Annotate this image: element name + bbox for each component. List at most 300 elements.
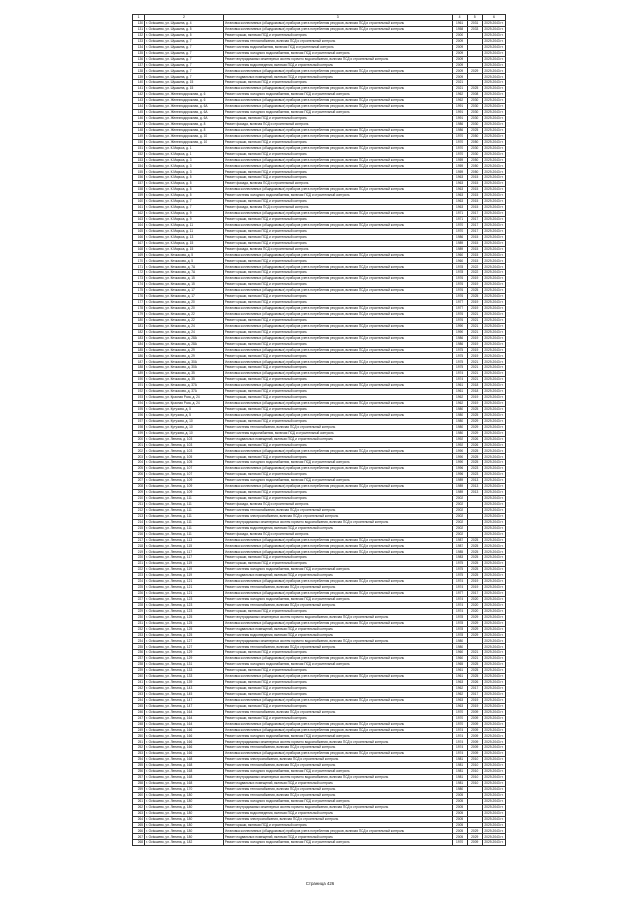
address-cell: г. Octышево, ул. К.Маркса, д. 7: [145, 199, 224, 205]
build-year-cell: 1985: [452, 549, 467, 555]
column-number-5: 5: [467, 15, 482, 21]
address-cell: г. Octышево, ул. Ленина, д. 111: [145, 501, 224, 507]
row-number: 151: [133, 145, 145, 151]
planned-period-cell: 2029-2043 гг.: [482, 282, 505, 288]
last-repair-year-cell: 2015: [467, 181, 482, 187]
work-type-cell: Установка коллективных (общедомовых) приборов учета потребления ресурсов, включая ПСД и строительный контроль: [223, 26, 452, 32]
last-repair-year-cell: 2019: [467, 305, 482, 311]
last-repair-year-cell: 2031: [467, 20, 482, 26]
row-number: 183: [133, 335, 145, 341]
build-year-cell: 2002: [452, 495, 467, 501]
address-cell: г. Octышево, ул. Железнодорожная, д. 6А: [145, 110, 224, 116]
row-number: 172: [133, 270, 145, 276]
table-row: [133, 840, 506, 846]
address-cell: г. Octышево, ул. Ленина, д. 166: [145, 733, 224, 739]
planned-period-cell: 2029-2043 гг.: [482, 454, 505, 460]
work-type-cell: Установка коллективных (общедомовых) приборов учета потребления ресурсов, включая ПСД и строительный контроль: [223, 549, 452, 555]
work-type-cell: Установка коллективных (общедомовых) приборов учета потребления ресурсов, включая ПСД и строительный контроль: [223, 210, 452, 216]
address-cell: г. Octышево, ул. Ленина, д. 168: [145, 763, 224, 769]
row-number: 230: [133, 614, 145, 620]
work-type-cell: Ремонт внутридомовых инженерных систем горячего водоснабжения, включая ПСД и строительный контроль: [223, 804, 452, 810]
planned-period-cell: 2029-2043 гг.: [482, 115, 505, 121]
row-number: 233: [133, 632, 145, 638]
planned-period-cell: 2029-2043 гг.: [482, 258, 505, 264]
last-repair-year-cell: 2021: [467, 317, 482, 323]
build-year-cell: 1975: [452, 365, 467, 371]
address-cell: г. Octышево, ул. Кечкасова, д. 17: [145, 288, 224, 294]
address-cell: г. Octышево, ул. Шушкина, д. 7: [145, 62, 224, 68]
work-type-cell: Ремонт крыши, включая ПСД и строительный контроль: [223, 341, 452, 347]
work-type-cell: Установка коллективных (общедомовых) приборов учета потребления ресурсов, включая ПСД и строительный контроль: [223, 311, 452, 317]
last-repair-year-cell: 2050: [467, 169, 482, 175]
address-cell: г. Octышево, ул. Кечкасова, д. 24: [145, 329, 224, 335]
last-repair-year-cell: 2021: [467, 323, 482, 329]
planned-period-cell: 2029-2043 гг.: [482, 650, 505, 656]
row-number: 176: [133, 294, 145, 300]
row-number: 210: [133, 495, 145, 501]
row-number: 255: [133, 763, 145, 769]
planned-period-cell: 2029-2043 гг.: [482, 294, 505, 300]
address-cell: г. Octышево, ул. Ленина, д. 125: [145, 632, 224, 638]
page-footer: Страница 426: [305, 881, 335, 886]
work-type-cell: Ремонт внутридомовых инженерных систем горячего водоснабжения, включая ПСД и строительный контроль: [223, 638, 452, 644]
build-year-cell: 1961: [452, 20, 467, 26]
work-type-cell: Ремонт крыши, включая ПСД и строительный контроль: [223, 240, 452, 246]
planned-period-cell: 2029-2043 гг.: [482, 460, 505, 466]
work-type-cell: Ремонт крыши, включая ПСД и строительный контроль: [223, 317, 452, 323]
last-repair-year-cell: 2030: [467, 145, 482, 151]
last-repair-year-cell: 2025: [467, 668, 482, 674]
last-repair-year-cell: 2030: [467, 121, 482, 127]
last-repair-year-cell: 2009: [467, 840, 482, 846]
row-number: 161: [133, 205, 145, 211]
last-repair-year-cell: 2050: [467, 139, 482, 145]
row-number: 258: [133, 780, 145, 786]
table-body: [133, 15, 506, 846]
planned-period-cell: 2029-2043 гг.: [482, 169, 505, 175]
planned-period-cell: 2029-2043 гг.: [482, 804, 505, 810]
work-type-cell: Установка коллективных (общедомовых) приборов учета потребления ресурсов, включая ПСД и строительный контроль: [223, 276, 452, 282]
build-year-cell: 2009: [452, 62, 467, 68]
last-repair-year-cell: 2025: [467, 537, 482, 543]
row-number: 162: [133, 210, 145, 216]
row-number: 150: [133, 139, 145, 145]
address-cell: г. Octышево, ул. Ленина, д. 121: [145, 579, 224, 585]
build-year-cell: 1981: [452, 775, 467, 781]
work-type-cell: Ремонт внутридомовых инженерных систем горячего водоснабжения, включая ПСД и строительный контроль: [223, 519, 452, 525]
last-repair-year-cell: 2029: [467, 68, 482, 74]
last-repair-year-cell: 2009: [467, 751, 482, 757]
work-type-cell: Ремонт фасада, включая ПСД и строительный контроль: [223, 121, 452, 127]
planned-period-cell: 2029-2043 гг.: [482, 834, 505, 840]
address-cell: г. Octышево, ул. Ленина, д. 119: [145, 573, 224, 579]
row-number: 177: [133, 300, 145, 306]
work-type-cell: Установка коллективных (общедомовых) приборов учета потребления ресурсов, включая ПСД и строительный контроль: [223, 828, 452, 834]
last-repair-year-cell: 2029: [467, 834, 482, 840]
planned-period-cell: 2029-2043 гг.: [482, 68, 505, 74]
planned-period-cell: 2029-2043 гг.: [482, 703, 505, 709]
column-number-3: 3: [223, 15, 452, 21]
last-repair-year-cell: 2013: [467, 490, 482, 496]
row-number: 211: [133, 501, 145, 507]
work-type-cell: Ремонт подвальных помещений, включая ПСД и строительный контроль: [223, 626, 452, 632]
planned-period-cell: 2029-2043 гг.: [482, 383, 505, 389]
build-year-cell: 1978: [452, 614, 467, 620]
planned-period-cell: 2029-2043 гг.: [482, 579, 505, 585]
row-number: 152: [133, 151, 145, 157]
work-type-cell: Ремонт крыши, включая ПСД и строительный контроль: [223, 454, 452, 460]
work-type-cell: Ремонт фасада, включая ПСД и строительный контроль: [223, 531, 452, 537]
address-cell: г. Octышево, ул. Ленина, д. 107: [145, 472, 224, 478]
planned-period-cell: 2029-2043 гг.: [482, 264, 505, 270]
address-cell: г. Octышево, ул. Ленина, д. 125: [145, 614, 224, 620]
address-cell: г. Octышево, ул. Ленина, д. 180: [145, 834, 224, 840]
address-cell: г. Octышево, ул. Ленина, д. 121: [145, 590, 224, 596]
row-number: 192: [133, 389, 145, 395]
row-number: 160: [133, 199, 145, 205]
row-number: 189: [133, 371, 145, 377]
address-cell: г. Octышево, ул. Ленина, д. 168: [145, 775, 224, 781]
address-cell: г. Octышево, ул. Ленина, д. 119: [145, 567, 224, 573]
last-repair-year-cell: 2029: [467, 430, 482, 436]
work-type-cell: Ремонт внутридомовых инженерных систем горячего водоснабжения, включая ПСД и строительный контроль: [223, 56, 452, 62]
last-repair-year-cell: 2030: [467, 98, 482, 104]
work-type-cell: Ремонт системы холодного водоснабжения, включая ПСД и строительный контроль: [223, 733, 452, 739]
build-year-cell: 1980: [452, 786, 467, 792]
row-number: 133: [133, 38, 145, 44]
address-cell: г. Octышево, ул. Красная Роза, д. 24: [145, 400, 224, 406]
planned-period-cell: 2029-2043 гг.: [482, 151, 505, 157]
build-year-cell: 1980: [452, 644, 467, 650]
build-year-cell: 1976: [452, 294, 467, 300]
planned-period-cell: 2029-2043 гг.: [482, 567, 505, 573]
work-type-cell: Ремонт крыши, включая ПСД и строительный контроль: [223, 151, 452, 157]
address-cell: г. Octышево, ул. Ленина, д. 121: [145, 585, 224, 591]
address-cell: г. Octышево, ул. Кечкасова, д. 37А: [145, 383, 224, 389]
address-cell: г. Octышево, ул. Ленина, д. 111: [145, 495, 224, 501]
address-cell: г. Octышево, ул. Кечкасова, д. 37А: [145, 389, 224, 395]
last-repair-year-cell: 2025: [467, 454, 482, 460]
last-repair-year-cell: 2022: [467, 270, 482, 276]
last-repair-year-cell: 2018: [467, 383, 482, 389]
planned-period-cell: 2029-2043 гг.: [482, 305, 505, 311]
row-number: 249: [133, 727, 145, 733]
address-cell: г. Octышево, ул. Железнодорожная, д. 10: [145, 139, 224, 145]
row-number: 175: [133, 288, 145, 294]
last-repair-year-cell: 2026: [467, 436, 482, 442]
work-type-cell: Ремонт фасада, включая ПСД и строительный контроль: [223, 246, 452, 252]
last-repair-year-cell: 2020: [467, 596, 482, 602]
work-type-cell: Установка коллективных (общедомовых) приборов учета потребления ресурсов, включая ПСД и строительный контроль: [223, 697, 452, 703]
planned-period-cell: 2029-2043 гг.: [482, 20, 505, 26]
address-cell: г. Octышево, ул. Кечкасова, д. 20: [145, 300, 224, 306]
work-type-cell: Установка коллективных (общедомовых) приборов учета потребления ресурсов, включая ПСД и строительный контроль: [223, 335, 452, 341]
row-number: 227: [133, 596, 145, 602]
address-cell: г. Octышево, ул. Ленина, д. 127: [145, 638, 224, 644]
last-repair-year-cell: 2017: [467, 590, 482, 596]
planned-period-cell: 2029-2043 гг.: [482, 561, 505, 567]
row-number: 260: [133, 792, 145, 798]
planned-period-cell: 2029-2043 гг.: [482, 733, 505, 739]
build-year-cell: 1981: [452, 780, 467, 786]
address-cell: г. Octышево, ул. К.Маркса, д. 5: [145, 175, 224, 181]
last-repair-year-cell: 2029: [467, 620, 482, 626]
address-cell: г. Octышево, ул. Шушкина, д. 4: [145, 20, 224, 26]
last-repair-year-cell: 2015: [467, 258, 482, 264]
work-type-cell: Установка коллективных (общедомовых) приборов учета потребления ресурсов, включая ПСД и строительный контроль: [223, 721, 452, 727]
row-number: 163: [133, 216, 145, 222]
column-number-1: 1: [133, 15, 145, 21]
work-type-cell: Установка коллективных (общедомовых) приборов учета потребления ресурсов, включая ПСД и строительный контроль: [223, 543, 452, 549]
row-number: 239: [133, 668, 145, 674]
row-number: 234: [133, 638, 145, 644]
last-repair-year-cell: 2009: [467, 739, 482, 745]
planned-period-cell: 2029-2043 гг.: [482, 543, 505, 549]
address-cell: г. Octышево, ул. Ленина, д. 168: [145, 757, 224, 763]
build-year-cell: 1961: [452, 668, 467, 674]
build-year-cell: 1961: [452, 674, 467, 680]
address-cell: г. Octышево, ул. Шушкина, д. 7: [145, 74, 224, 80]
work-type-cell: Установка коллективных (общедомовых) приборов учета потребления ресурсов, включая ПСД и строительный контроль: [223, 288, 452, 294]
last-repair-year-cell: 2019: [467, 276, 482, 282]
row-number: 225: [133, 585, 145, 591]
address-cell: г. Octышево, ул. Ленина, д. 180: [145, 816, 224, 822]
work-type-cell: Ремонт крыши, включая ПСД и строительный контроль: [223, 685, 452, 691]
build-year-cell: 2009: [452, 44, 467, 50]
row-number: 245: [133, 703, 145, 709]
last-repair-year-cell: 2019: [467, 335, 482, 341]
last-repair-year-cell: 2009: [467, 715, 482, 721]
work-type-cell: Установка коллективных (общедомовых) приборов учета потребления ресурсов, включая ПСД и строительный контроль: [223, 656, 452, 662]
address-cell: г. Octышево, ул. Ленина, д. 123: [145, 596, 224, 602]
last-repair-year-cell: 2020: [467, 602, 482, 608]
build-year-cell: 1978: [452, 632, 467, 638]
row-number: 221: [133, 561, 145, 567]
work-type-cell: Ремонт внутридомовых инженерных систем горячего водоснабжения, включая ПСД и строительный контроль: [223, 775, 452, 781]
work-type-cell: Ремонт фасада, включая ПСД и строительный контроль: [223, 205, 452, 211]
last-repair-year-cell: 2026: [467, 442, 482, 448]
address-cell: г. Octышево, ул. К.Маркса, д. 9: [145, 216, 224, 222]
last-repair-year-cell: 2033: [467, 26, 482, 32]
planned-period-cell: 2029-2043 гг.: [482, 139, 505, 145]
build-year-cell: 1970: [452, 709, 467, 715]
address-cell: г. Octышево, ул. Кутузова, д. 10: [145, 424, 224, 430]
row-number: 226: [133, 590, 145, 596]
address-cell: г. Octышево, ул. Шушкина, д. 15: [145, 80, 224, 86]
planned-period-cell: 2029-2043 гг.: [482, 157, 505, 163]
last-repair-year-cell: 2020: [467, 608, 482, 614]
address-cell: г. Octышево, ул. Ленина, д. 145: [145, 691, 224, 697]
row-number: 222: [133, 567, 145, 573]
planned-period-cell: 2029-2043 гг.: [482, 359, 505, 365]
address-cell: г. Octышево, ул. Ленина, д. 111: [145, 525, 224, 531]
row-number: 184: [133, 341, 145, 347]
planned-period-cell: 2029-2043 гг.: [482, 377, 505, 383]
last-repair-year-cell: 2013: [467, 478, 482, 484]
planned-period-cell: 2029-2043 гг.: [482, 751, 505, 757]
last-repair-year-cell: 2009: [467, 727, 482, 733]
planned-period-cell: 2029-2043 гг.: [482, 810, 505, 816]
work-type-cell: Ремонт крыши, включая ПСД и строительный контроль: [223, 228, 452, 234]
planned-period-cell: 2029-2043 гг.: [482, 44, 505, 50]
build-year-cell: 1990: [452, 448, 467, 454]
row-number: 213: [133, 513, 145, 519]
address-cell: г. Octышево, ул. Кутузова, д. 5: [145, 406, 224, 412]
build-year-cell: 1981: [452, 763, 467, 769]
address-cell: г. Octышево, ул. Железнодорожная, д. 6А: [145, 104, 224, 110]
last-repair-year-cell: 2025: [467, 448, 482, 454]
row-number: 228: [133, 602, 145, 608]
build-year-cell: 1974: [452, 585, 467, 591]
work-type-cell: Ремонт системы водоснабжения, включая ПСД и строительный контроль: [223, 44, 452, 50]
build-year-cell: 1962: [452, 685, 467, 691]
planned-period-cell: 2029-2043 гг.: [482, 590, 505, 596]
planned-period-cell: 2029-2043 гг.: [482, 205, 505, 211]
build-year-cell: 1970: [452, 721, 467, 727]
row-number: 263: [133, 810, 145, 816]
work-type-cell: Ремонт системы холодного водоснабжения, включая ПСД и строительный контроль: [223, 92, 452, 98]
row-number: 132: [133, 32, 145, 38]
row-number: 197: [133, 418, 145, 424]
planned-period-cell: 2029-2043 гг.: [482, 769, 505, 775]
row-number: 218: [133, 543, 145, 549]
planned-period-cell: 2029-2043 гг.: [482, 537, 505, 543]
build-year-cell: 1989: [452, 246, 467, 252]
build-year-cell: 1963: [452, 703, 467, 709]
address-cell: г. Octышево, ул. Железнодорожная, д. 6А: [145, 115, 224, 121]
row-number: 167: [133, 240, 145, 246]
planned-period-cell: 2029-2043 гг.: [482, 775, 505, 781]
address-cell: г. Octышево, ул. К.Маркса, д. 5: [145, 187, 224, 193]
work-type-cell: Установка коллективных (общедомовых) приборов учета потребления ресурсов, включая ПСД и строительный контроль: [223, 466, 452, 472]
build-year-cell: 1963: [452, 680, 467, 686]
last-repair-year-cell: 2025: [467, 460, 482, 466]
address-cell: г. Octышево, ул. Ленина, д. 113: [145, 537, 224, 543]
row-number: 220: [133, 555, 145, 561]
last-repair-year-cell: 2025: [467, 406, 482, 412]
work-type-cell: Ремонт крыши, включая ПСД и строительный контроль: [223, 680, 452, 686]
work-type-cell: Установка коллективных (общедомовых) приборов учета потребления ресурсов, включая ПСД и строительный контроль: [223, 133, 452, 139]
row-number: 229: [133, 608, 145, 614]
planned-period-cell: 2029-2043 гг.: [482, 240, 505, 246]
work-type-cell: Ремонт крыши, включая ПСД и строительный контроль: [223, 389, 452, 395]
row-number: 202: [133, 448, 145, 454]
planned-period-cell: 2029-2043 гг.: [482, 644, 505, 650]
last-repair-year-cell: 2019: [467, 282, 482, 288]
address-cell: г. Octышево, ул. К.Маркса, д. 3: [145, 169, 224, 175]
last-repair-year-cell: 2009: [467, 709, 482, 715]
build-year-cell: 1981: [452, 757, 467, 763]
work-type-cell: Ремонт крыши, включая ПСД и строительный контроль: [223, 258, 452, 264]
last-repair-year-cell: 2029: [467, 614, 482, 620]
planned-period-cell: 2029-2043 гг.: [482, 424, 505, 430]
row-number: 238: [133, 662, 145, 668]
last-repair-year-cell: 2030: [467, 151, 482, 157]
last-repair-year-cell: 2019: [467, 395, 482, 401]
address-cell: г. Octышево, ул. Ленина, д. 109: [145, 478, 224, 484]
work-type-cell: Ремонт подвальных помещений, включая ПСД и строительный контроль: [223, 834, 452, 840]
planned-period-cell: 2029-2043 гг.: [482, 745, 505, 751]
planned-period-cell: 2029-2043 гг.: [482, 501, 505, 507]
planned-period-cell: 2029-2043 гг.: [482, 662, 505, 668]
planned-period-cell: 2029-2043 гг.: [482, 780, 505, 786]
row-number: 268: [133, 840, 145, 846]
build-year-cell: 1962: [452, 395, 467, 401]
address-cell: г. Octышево, ул. Ленина, д. 180: [145, 792, 224, 798]
row-number: 215: [133, 525, 145, 531]
planned-period-cell: 2029-2043 гг.: [482, 709, 505, 715]
last-repair-year-cell: 2019: [467, 697, 482, 703]
planned-period-cell: 2029-2043 гг.: [482, 555, 505, 561]
row-number: 206: [133, 472, 145, 478]
planned-period-cell: 2029-2043 гг.: [482, 596, 505, 602]
build-year-cell: 1980: [452, 430, 467, 436]
address-cell: г. Octышево, ул. Железнодорожная, д. 8: [145, 121, 224, 127]
planned-period-cell: 2029-2043 гг.: [482, 816, 505, 822]
address-cell: г. Octышево, ул. Кечкасова, д. 30А: [145, 359, 224, 365]
work-type-cell: Ремонт системы теплоснабжения, включая ПСД и строительный контроль: [223, 745, 452, 751]
work-type-cell: Ремонт системы теплоснабжения, включая ПСД и строительный контроль: [223, 644, 452, 650]
work-type-cell: Ремонт крыши, включая ПСД и строительный контроль: [223, 395, 452, 401]
row-number: 232: [133, 626, 145, 632]
address-cell: г. Octышево, ул. Кечкасова, д. 5: [145, 252, 224, 258]
address-cell: г. Octышево, ул. Ленина, д. 182: [145, 840, 224, 846]
planned-period-cell: 2029-2043 гг.: [482, 210, 505, 216]
work-type-cell: Установка коллективных (общедомовых) приборов учета потребления ресурсов, включая ПСД и строительный контроль: [223, 579, 452, 585]
address-cell: г. Octышево, ул. К.Маркса, д. 15: [145, 246, 224, 252]
row-number: 179: [133, 311, 145, 317]
planned-period-cell: 2029-2043 гг.: [482, 638, 505, 644]
planned-period-cell: 2029-2043 гг.: [482, 620, 505, 626]
planned-period-cell: 2029-2043 гг.: [482, 311, 505, 317]
address-cell: г. Octышево, ул. Ленина, д. 115: [145, 543, 224, 549]
build-year-cell: 2005: [452, 804, 467, 810]
address-cell: г. Octышево, ул. Ленина, д. 129: [145, 656, 224, 662]
planned-period-cell: 2029-2043 гг.: [482, 288, 505, 294]
build-year-cell: 1980: [452, 418, 467, 424]
last-repair-year-cell: 2023: [467, 472, 482, 478]
last-repair-year-cell: 2022: [467, 264, 482, 270]
address-cell: г. Octышево, ул. Ленина, д. 180: [145, 822, 224, 828]
work-type-cell: Установка коллективных (общедомовых) приборов учета потребления ресурсов, включая ПСД и строительный контроль: [223, 187, 452, 193]
last-repair-year-cell: 2025: [467, 288, 482, 294]
address-cell: г. Octышево, ул. Ленина, д. 103: [145, 436, 224, 442]
planned-period-cell: 2029-2043 гг.: [482, 74, 505, 80]
address-cell: г. Octышево, ул. Ленина, д. 123: [145, 608, 224, 614]
planned-period-cell: 2029-2043 гг.: [482, 478, 505, 484]
work-type-cell: Ремонт системы холодного водоснабжения, включая ПСД и строительный контроль: [223, 769, 452, 775]
address-cell: г. Octышево, ул. Ленина, д. 164: [145, 721, 224, 727]
planned-period-cell: 2029-2043 гг.: [482, 472, 505, 478]
last-repair-year-cell: 2030: [467, 104, 482, 110]
row-number: 216: [133, 531, 145, 537]
planned-period-cell: 2029-2043 гг.: [482, 739, 505, 745]
build-year-cell: 1989: [452, 484, 467, 490]
last-repair-year-cell: 2010: [467, 763, 482, 769]
build-year-cell: 2005: [452, 792, 467, 798]
planned-period-cell: 2029-2043 гг.: [482, 395, 505, 401]
build-year-cell: 2002: [452, 507, 467, 513]
build-year-cell: 1991: [452, 110, 467, 116]
work-type-cell: Ремонт системы водоотведения, включая ПСД и строительный контроль: [223, 810, 452, 816]
last-repair-year-cell: 2019: [467, 579, 482, 585]
address-cell: г. Octышево, ул. Ленина, д. 143: [145, 685, 224, 691]
build-year-cell: 1959: [452, 169, 467, 175]
planned-period-cell: 2029-2043 гг.: [482, 585, 505, 591]
address-cell: г. Octышево, ул. Ленина, д. 107: [145, 466, 224, 472]
row-number: 166: [133, 234, 145, 240]
address-cell: г. Octышево, ул. Ленина, д. 180: [145, 810, 224, 816]
